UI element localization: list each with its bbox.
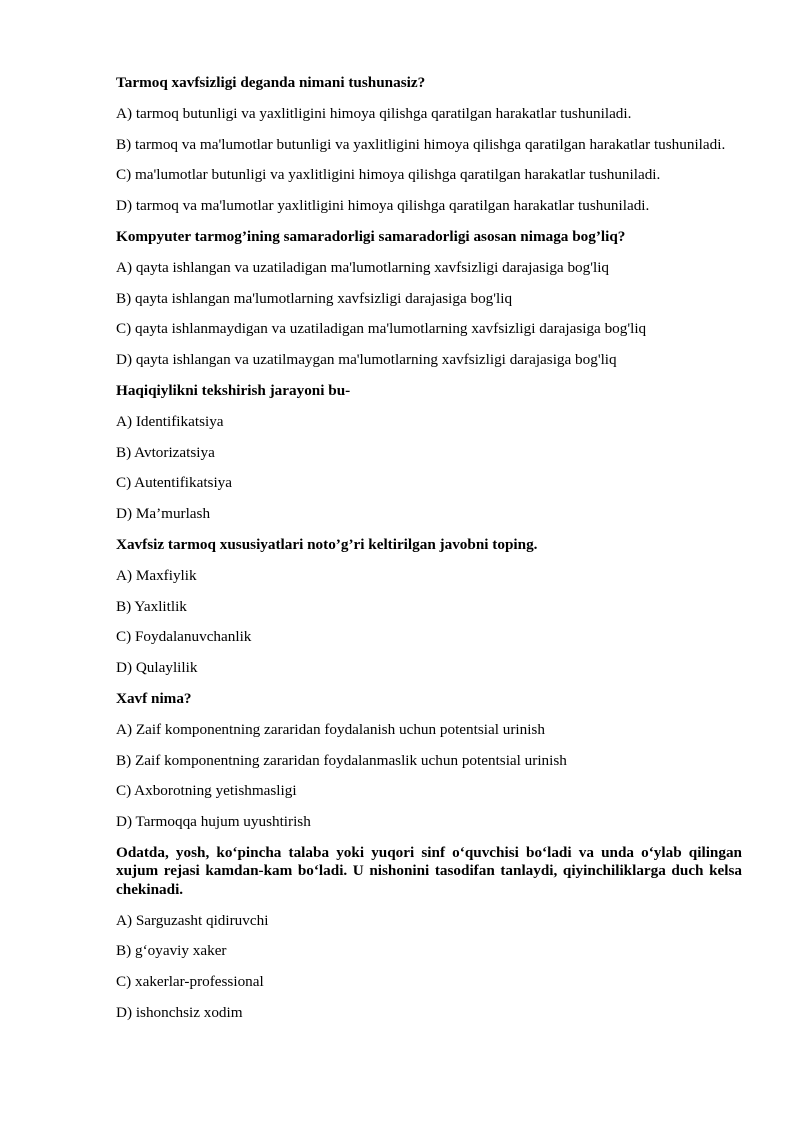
question-text: Odatda, yosh, ko‘pincha talaba yoki yuqori sinf o‘quvchisi bo‘ladi va unda o‘ylab qilingan xujum rejasi kamdan-kam bo‘ladi. U nishonini tasodifan tanlaydi, qiyinchiliklarga duch kelsa chekinadi. (116, 843, 742, 898)
answer-option-c: C) Autentifikatsiya (116, 474, 232, 492)
question-block (116, 74, 742, 216)
answer-option-d: D) tarmoq va ma'lumotlar yaxlitligini himoya qilishga qaratilgan harakatlar tushuniladi. (116, 197, 650, 215)
question-block (116, 844, 742, 1022)
answer-option-a: A) Identifikatsiya (116, 412, 224, 430)
answer-option-b: B) Avtorizatsiya (116, 443, 215, 461)
answer-option-b: B) Yaxlitlik (116, 597, 187, 615)
question-text: Xavf nima? (116, 689, 192, 707)
question-block (116, 536, 742, 678)
answer-option-a: A) Sarguzasht qidiruvchi (116, 911, 269, 929)
answer-option-a: A) Zaif komponentning zararidan foydalanish uchun potentsial urinish (116, 720, 545, 738)
answer-option-a: A) qayta ishlangan va uzatiladigan ma'lumotlarning xavfsizligi darajasiga bog'liq (116, 258, 610, 276)
answer-option-d: D) Tarmoqqa hujum uyushtirish (116, 813, 311, 831)
question-block (116, 228, 742, 370)
answer-option-c: C) qayta ishlanmaydigan va uzatiladigan ma'lumotlarning xavfsizligi darajasiga bog'liq (116, 320, 647, 338)
question-block (116, 690, 742, 832)
document-page (116, 74, 742, 1035)
answer-option-b: B) tarmoq va ma'lumotlar butunligi va yaxlitligini himoya qilishga qaratilgan harakatlar tushuniladi. (116, 135, 726, 153)
answer-option-b: B) g‘oyaviy xaker (116, 942, 227, 960)
answer-option-b: B) qayta ishlangan ma'lumotlarning xavfsizligi darajasiga bog'liq (116, 289, 513, 307)
answer-option-d: D) Ma’murlash (116, 505, 211, 523)
answer-option-b: B) Zaif komponentning zararidan foydalanmaslik uchun potentsial urinish (116, 751, 567, 769)
answer-option-d: D) Qulaylilik (116, 659, 198, 677)
answer-option-d: D) qayta ishlangan va uzatilmaygan ma'lumotlarning xavfsizligi darajasiga bog'liq (116, 351, 617, 369)
question-block (116, 382, 742, 524)
question-text: Tarmoq xavfsizligi deganda nimani tushunasiz? (116, 74, 426, 91)
answer-option-a: A) Maxfiylik (116, 566, 197, 584)
question-text: Xavfsiz tarmoq xususiyatlari noto’g’ri keltirilgan javobni toping. (116, 535, 538, 553)
answer-option-c: C) xakerlar-professional (116, 973, 264, 991)
question-text: Haqiqiylikni tekshirish jarayoni bu- (116, 381, 351, 399)
answer-option-d: D) ishonchsiz xodim (116, 1003, 243, 1021)
answer-option-c: C) Foydalanuvchanlik (116, 628, 252, 646)
answer-option-a: A) tarmoq butunligi va yaxlitligini himoya qilishga qaratilgan harakatlar tushuniladi. (116, 104, 632, 122)
answer-option-c: C) Axborotning yetishmasligi (116, 782, 297, 800)
answer-option-c: C) ma'lumotlar butunligi va yaxlitligini himoya qilishga qaratilgan harakatlar tushuniladi. (116, 166, 661, 184)
question-text: Kompyuter tarmog’ining samaradorligi samaradorligi asosan nimaga bog’liq? (116, 227, 626, 245)
